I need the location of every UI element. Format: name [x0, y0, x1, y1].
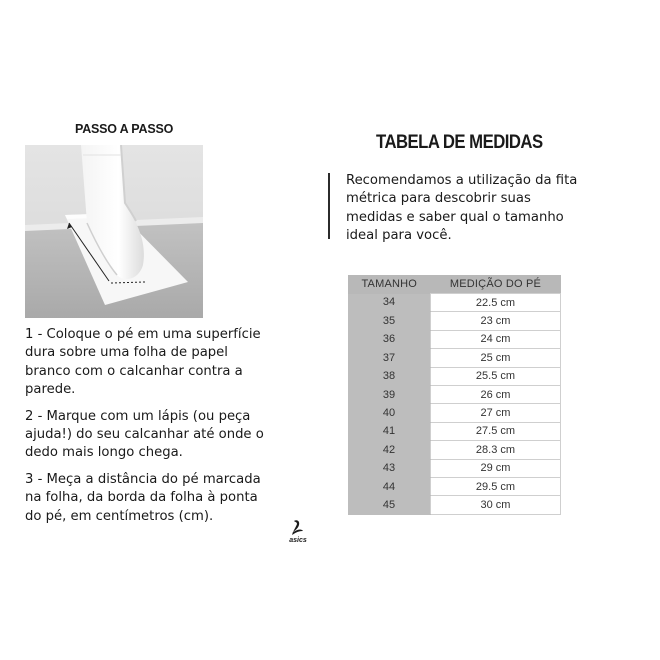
table-row — [348, 330, 561, 348]
foot-measuring-photo — [25, 145, 203, 318]
table-row — [348, 349, 561, 367]
step-3-text: 3 - Meça a distância do pé marcada na folha, da borda da folha à ponta do pé, em centímetros (cm). — [25, 471, 261, 524]
size-cell: 35 — [348, 312, 431, 330]
measurement-cell: 23 cm — [431, 312, 561, 330]
size-cell: 39 — [348, 385, 431, 403]
table-row — [348, 312, 561, 330]
size-table-header-row — [348, 275, 561, 294]
measurement-cell: 25.5 cm — [431, 367, 561, 385]
instruction-steps — [25, 326, 270, 534]
table-row — [348, 422, 561, 440]
table-row — [348, 294, 561, 312]
header-size: TAMANHO — [348, 275, 431, 294]
measurement-cell: 22.5 cm — [431, 294, 561, 312]
size-cell: 44 — [348, 477, 431, 495]
table-row — [348, 367, 561, 385]
table-row — [348, 477, 561, 495]
size-cell: 36 — [348, 330, 431, 348]
asics-logo — [285, 519, 311, 543]
size-table — [348, 275, 561, 515]
size-cell: 45 — [348, 496, 431, 514]
size-cell: 43 — [348, 459, 431, 477]
table-row — [348, 459, 561, 477]
size-cell: 37 — [348, 349, 431, 367]
size-cell: 40 — [348, 404, 431, 422]
measurement-cell: 29.5 cm — [431, 477, 561, 495]
intro-text: Recomendamos a utilização da fita métrica para descobrir suas medidas e saber qual o tamanho ideal para você. — [346, 173, 578, 244]
table-row — [348, 441, 561, 459]
table-row — [348, 385, 561, 403]
table-row — [348, 496, 561, 514]
measurement-cell: 28.3 cm — [431, 441, 561, 459]
size-cell: 38 — [348, 367, 431, 385]
size-cell: 42 — [348, 441, 431, 459]
table-row — [348, 404, 561, 422]
measurement-cell: 24 cm — [431, 330, 561, 348]
measurement-cell: 27.5 cm — [431, 422, 561, 440]
step-1-text: 1 - Coloque o pé em uma superfície dura sobre uma folha de papel branco com o calcanhar contra a parede. — [25, 327, 261, 398]
step-by-step-title: PASSO A PASSO — [75, 122, 174, 136]
measurement-cell: 29 cm — [431, 459, 561, 477]
measurement-cell: 25 cm — [431, 349, 561, 367]
asics-logo-text: asics — [289, 537, 307, 543]
measurement-cell: 26 cm — [431, 385, 561, 403]
step-2-text: 2 - Marque com um lápis (ou peça ajuda!) do seu calcanhar até onde o dedo mais longo chega. — [25, 408, 264, 461]
size-cell: 34 — [348, 294, 431, 312]
header-foot-measurement: MEDIÇÃO DO PÉ — [431, 275, 561, 294]
size-table-title: TABELA DE MEDIDAS — [376, 132, 543, 153]
intro-accent-bar — [328, 173, 330, 239]
measurement-cell: 27 cm — [431, 404, 561, 422]
measurement-cell: 30 cm — [431, 496, 561, 514]
size-cell: 41 — [348, 422, 431, 440]
